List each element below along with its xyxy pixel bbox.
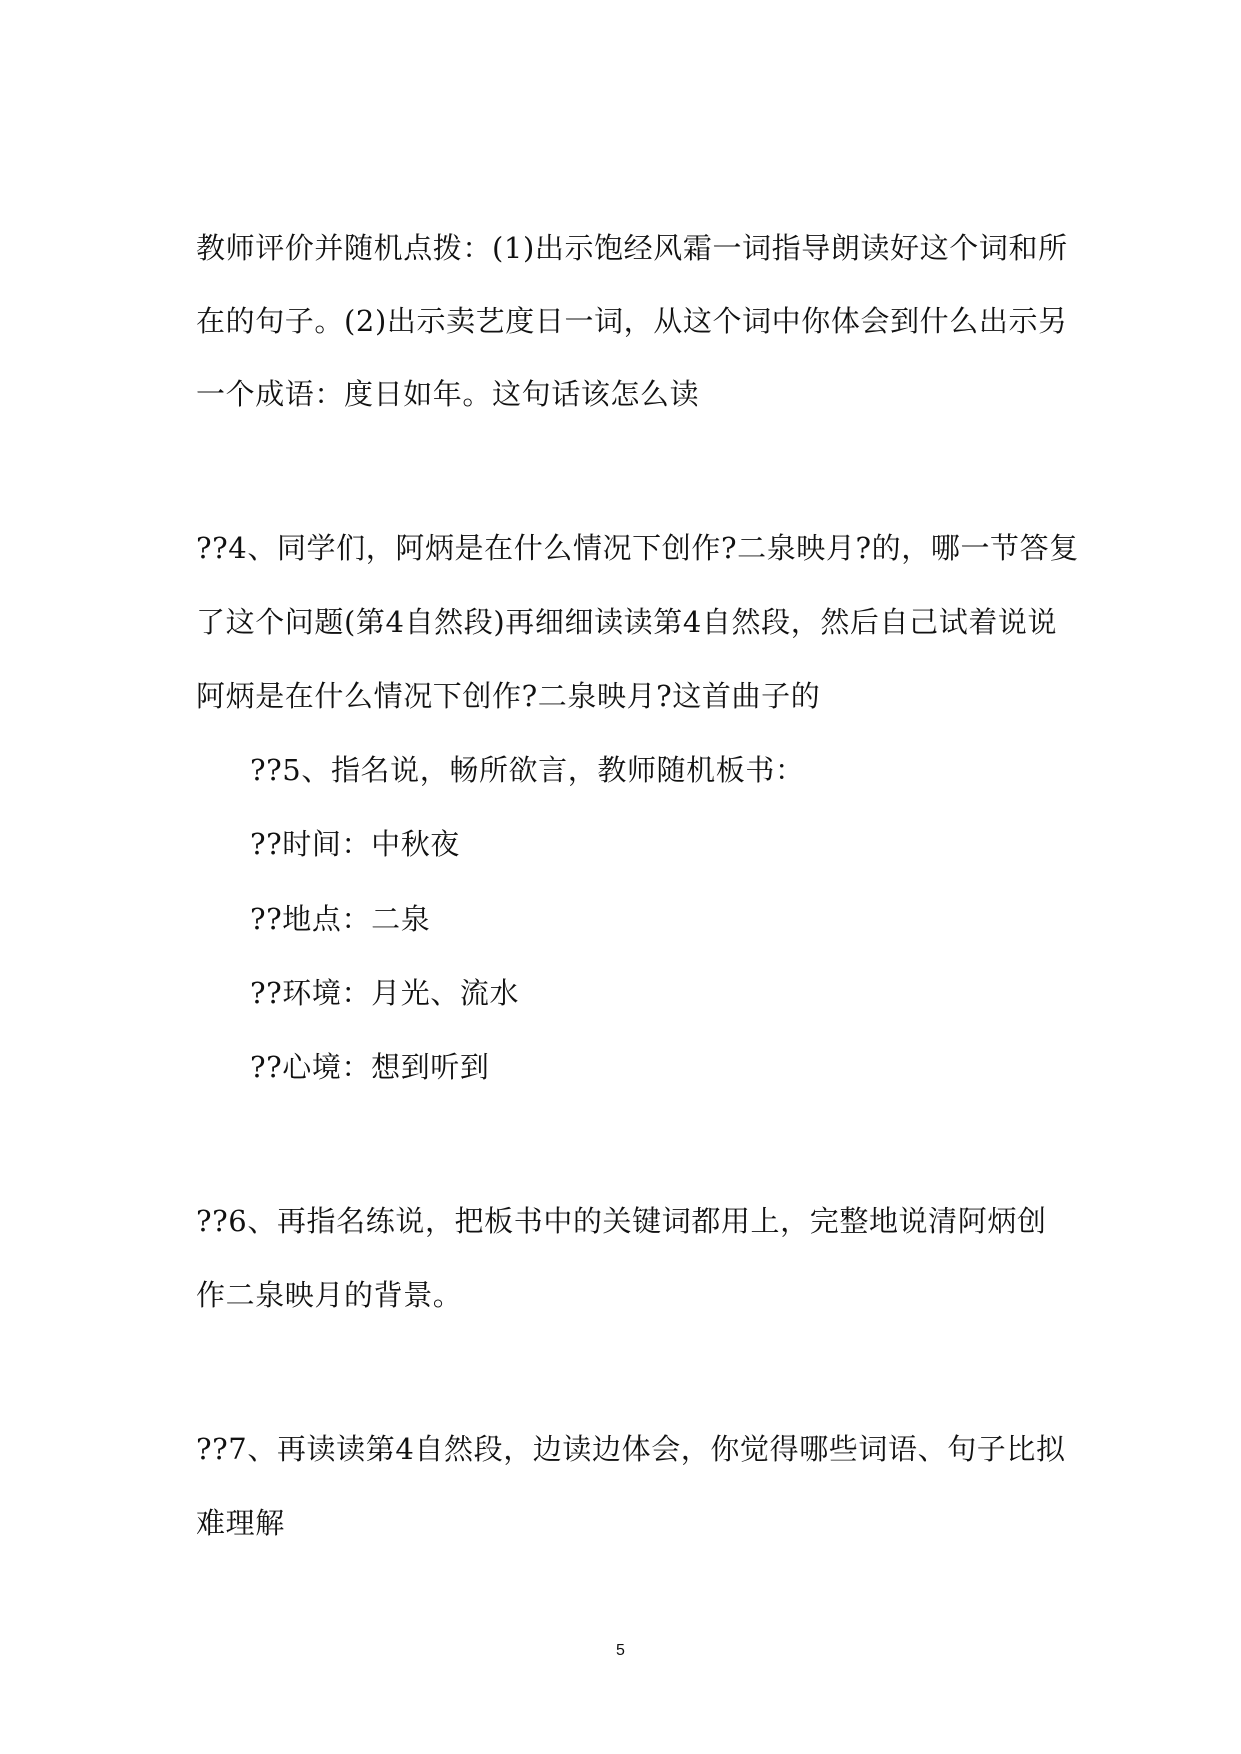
paragraph-1-line-1: 教师评价并随机点拨：(1)出示饱经风霜一词指导朗读好这个词和所 [196,231,1068,265]
paragraph-7-line-2: 难理解 [196,1506,285,1540]
paragraph-4-line-1: ??4、同学们，阿炳是在什么情况下创作?二泉映月?的，哪一节答复 [196,531,1079,565]
paragraph-6-line-1: ??6、再指名练说，把板书中的关键词都用上，完整地说清阿炳创 [196,1204,1047,1238]
paragraph-4-line-3: 阿炳是在什么情况下创作?二泉映月?这首曲子的 [196,679,821,713]
board-place: ??地点：二泉 [250,902,431,936]
page-number: 5 [616,1642,625,1659]
board-time: ??时间：中秋夜 [250,827,460,861]
paragraph-6-line-2: 作二泉映月的背景。 [196,1278,463,1312]
paragraph-1-line-3: 一个成语：度日如年。这句话该怎么读 [196,377,700,411]
paragraph-5-line-1: ??5、指名说，畅所欲言，教师随机板书： [250,753,805,787]
paragraph-7-line-1: ??7、再读读第4自然段，边读边体会，你觉得哪些词语、句子比拟 [196,1432,1066,1466]
board-mood: ??心境：想到听到 [250,1050,490,1084]
paragraph-4-line-2: 了这个问题(第4自然段)再细细读读第4自然段，然后自己试着说说 [196,605,1058,639]
paragraph-1-line-2: 在的句子。(2)出示卖艺度日一词，从这个词中你体会到什么出示另 [196,304,1068,338]
board-environment: ??环境：月光、流水 [250,976,520,1010]
